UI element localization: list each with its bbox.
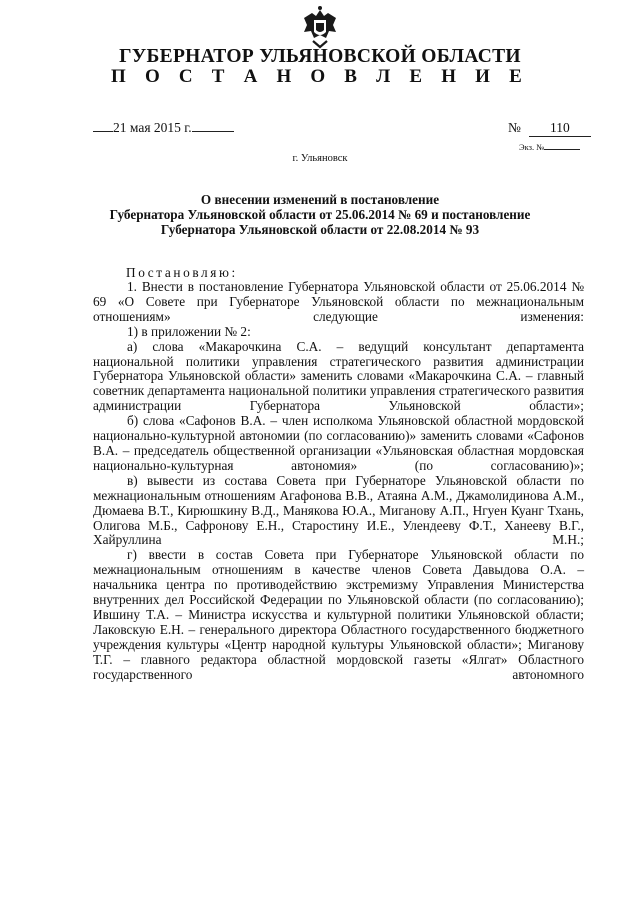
paragraph-6: г) ввести в состав Совета при Губернаторе Ульяновской области по межнациональным отношениям в качестве членов Совета Давыдова О.А. – начальника центра по противодействию экстремизму Управления Министерства внутренних дел Российской Федерации по Ульяновской области (по согласованию); Ившину Т.А. – Министра искусства и культурной политики Ульяновской области; Лаковскую Е.Н. – генерального директора Областного государственного бюджетного учреждения культуры «Центр народной культуры Ульяновской области»; Миганову Т.Г. – главного редактора областной мордовской газеты «Ялгат» Областного государственного автономного bbox=[93, 547, 584, 682]
title-line-3: Губернатора Ульяновской области от 22.08.2014 № 93 bbox=[160, 222, 480, 237]
document-body bbox=[93, 280, 584, 682]
resolve-heading: Постановляю: bbox=[126, 265, 238, 280]
copy-number bbox=[519, 142, 580, 152]
paragraph-1: 1. Внести в постановление Губернатора Ульяновской области от 25.06.2014 № 69 «О Совете при Губернаторе Ульяновской области по межнациональным отношениям» следующие изменения: bbox=[93, 279, 584, 324]
paragraph-5: в) вывести из состава Совета при Губернаторе Ульяновской области по межнациональным отношениям Агафонова В.В., Атаяна А.М., Джамолидинова А.М., Дюмаева В.Т., Кирюшкину В.Д., Манякова Ю.А., Миганову А.П., Нгуен Куанг Тхань, Олигова М.Б., Сафронову Е.Н., Старостину И.Е., Улендееву Ф.Т., Ханееву В.Г., Хайруллина М.Н.; bbox=[93, 472, 584, 548]
authority-title: ГУБЕРНАТОР УЛЬЯНОВСКОЙ ОБЛАСТИ bbox=[119, 46, 521, 67]
title-line-2: Губернатора Ульяновской области от 25.06.2014 № 69 и постановление bbox=[109, 207, 531, 222]
paragraph-2: 1) в приложении № 2: bbox=[127, 323, 251, 339]
document-title bbox=[100, 192, 540, 237]
paragraph-4: б) слова «Сафонов В.А. – член исполкома Ульяновской областной мордовской национально-культурной автономии (по согласованию)» заменить словами «Сафонов В.А. – председатель общественной организации «Ульяновская областная мордовская национально-культурная автономия» (по согласованию)»; bbox=[93, 413, 584, 473]
paragraph-3: а) слова «Макарочкина С.А. – ведущий консультант департамента национальной политики управления стратегического развития администрации Губернатора Ульяновской области» заменить словами «Макарочкина С.А. – главный советник департамента национальной политики управления стратегического развития администрации Губернатора Ульяновской области»; bbox=[93, 338, 584, 414]
number-value: 110 bbox=[529, 120, 591, 137]
coat-of-arms-icon bbox=[300, 5, 340, 49]
number-label: № bbox=[508, 120, 521, 135]
decree-date bbox=[93, 120, 234, 136]
city: г. Ульяновск bbox=[292, 153, 348, 164]
decree-date-value: 21 мая 2015 г. bbox=[113, 120, 192, 135]
document-type: П О С Т А Н О В Л Е Н И Е bbox=[111, 66, 529, 87]
decree-number bbox=[508, 120, 591, 137]
title-line-1: О внесении изменений в постановление bbox=[200, 192, 440, 207]
copy-label: Экз. № bbox=[519, 142, 545, 152]
